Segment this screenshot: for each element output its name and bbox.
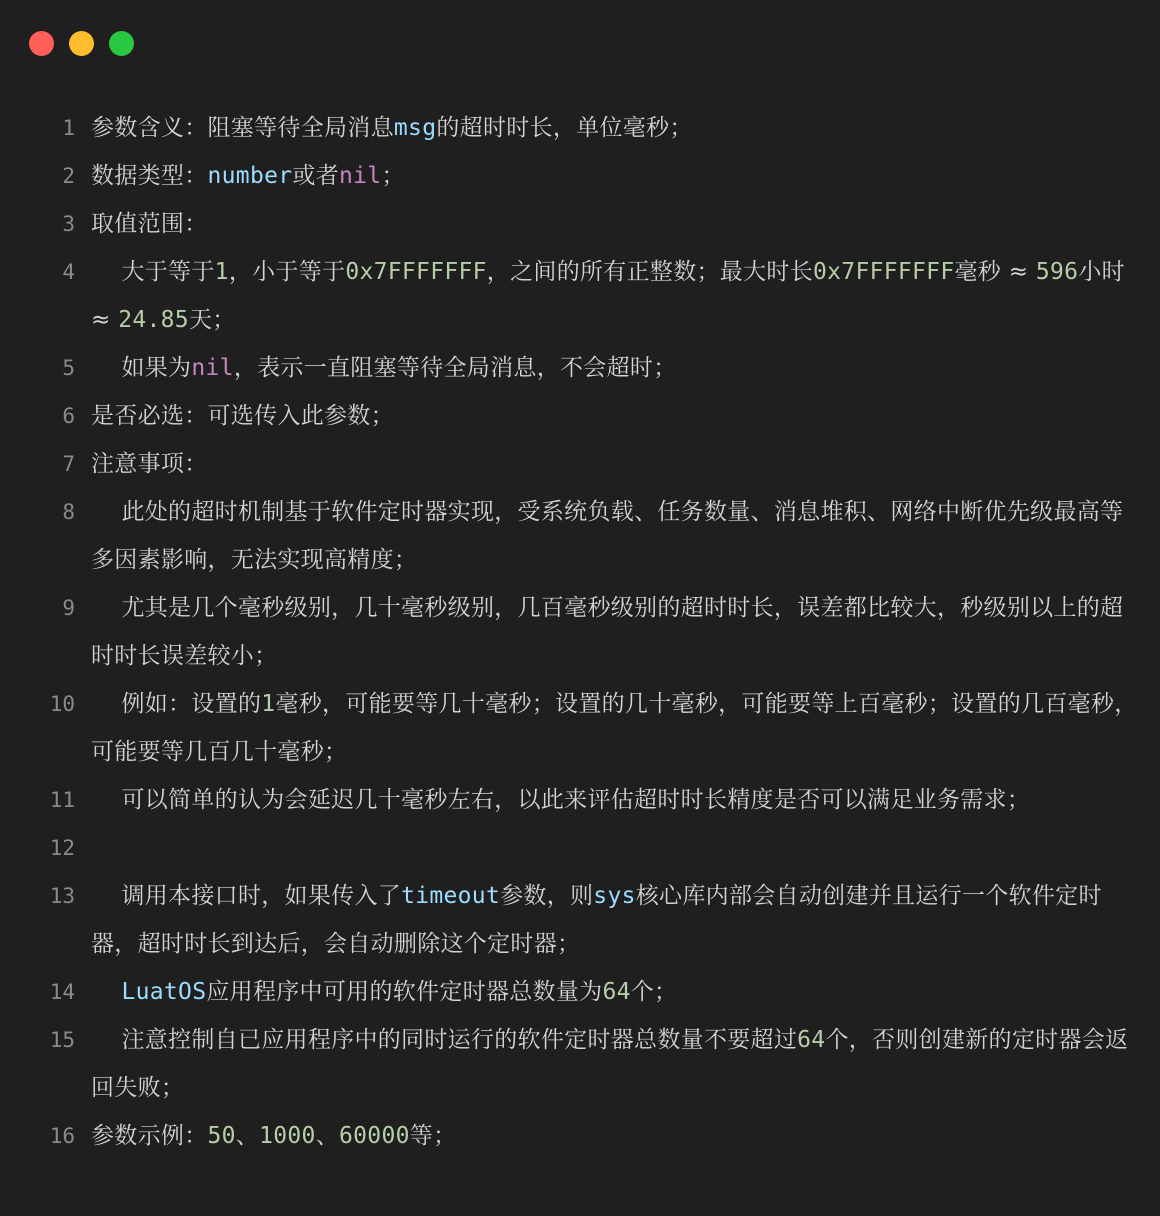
text-token: 个，否则创建新的定时器会返回失败；: [91, 1027, 1129, 1101]
line-number: 4: [62, 260, 75, 284]
code-line: [0, 152, 1160, 200]
text-token: ，之间的所有正整数；最大时长: [486, 259, 813, 285]
line-content: [76, 344, 1160, 392]
keyword-token: timeout: [401, 883, 501, 909]
line-number: 1: [62, 116, 75, 140]
code-line: [0, 392, 1160, 440]
keyword-token: sys: [593, 883, 636, 909]
line-number: 7: [62, 452, 75, 476]
text-token: 等；: [409, 1123, 457, 1149]
line-number: 2: [62, 164, 75, 188]
line-number: 8: [62, 500, 75, 524]
text-token: 可以简单的认为会延迟几十毫秒左右，以此来评估超时时长精度是否可以满足业务需求；: [91, 787, 1031, 813]
nil-token: nil: [339, 163, 382, 189]
text-token: 毫秒，可能要等几十毫秒；设置的几十毫秒，可能要等上百毫秒；设置的几百毫秒，可能要等几百几十毫秒；: [91, 691, 1138, 765]
number-token: 596: [1035, 259, 1079, 285]
text-token: 参数，则: [500, 883, 594, 909]
text-token: 如果为: [91, 355, 192, 381]
line-number: 9: [62, 596, 75, 620]
number-token: 1: [214, 259, 229, 285]
line-content: [76, 584, 1160, 680]
code-line: [0, 584, 1160, 680]
text-token: 天；: [188, 307, 236, 333]
text-token: 小时 ≈: [91, 259, 1133, 333]
line-content: [76, 104, 1160, 152]
text-token: 或者: [292, 163, 339, 189]
line-number: 14: [49, 980, 75, 1004]
text-token: 此处的超时机制基于软件定时器实现，受系统负载、任务数量、消息堆积、网络中断优先级最高等多因素影响，无法实现高精度；: [91, 499, 1124, 573]
line-content: [76, 776, 1160, 824]
text-token: 个；: [630, 979, 678, 1005]
text-token: 注意事项：: [91, 451, 208, 477]
number-token: 0x7FFFFFFF: [813, 259, 955, 285]
text-token: 的超时时长，单位毫秒；: [436, 115, 693, 141]
text-token: 核心库内部会自动创建并且运行一个软件定时器，超时时长到达后，会自动删除这个定时器；: [91, 883, 1102, 957]
text-token: 参数含义：阻塞等待全局消息: [91, 115, 394, 141]
number-token: 64: [602, 979, 631, 1005]
text-token: 数据类型：: [91, 163, 208, 189]
code-line: [0, 968, 1160, 1016]
code-line: [0, 200, 1160, 248]
line-content: [76, 488, 1160, 584]
text-token: 例如：设置的: [91, 691, 262, 717]
window-controls: [29, 31, 134, 56]
number-token: 1000: [259, 1123, 316, 1149]
code-line: [0, 344, 1160, 392]
maximize-button[interactable]: [109, 31, 134, 56]
line-content: [76, 1016, 1160, 1112]
keyword-token: number: [207, 163, 293, 189]
line-number: 5: [62, 356, 75, 380]
line-number: 13: [49, 884, 75, 908]
code-line: [0, 872, 1160, 968]
line-content: [76, 1112, 1160, 1160]
text-token: 、: [235, 1123, 260, 1149]
text-token: 调用本接口时，如果传入了: [91, 883, 402, 909]
text-token: [91, 979, 121, 1005]
line-content: [76, 872, 1160, 968]
code-line: [0, 440, 1160, 488]
number-token: 50: [207, 1123, 236, 1149]
keyword-token: msg: [393, 115, 437, 141]
number-token: 24.85: [118, 307, 189, 333]
line-content: [76, 200, 1160, 248]
text-token: ，表示一直阻塞等待全局消息，不会超时；: [233, 355, 677, 381]
text-token: ，小于等于: [228, 259, 346, 285]
line-number: 15: [49, 1028, 75, 1052]
line-number: 16: [49, 1124, 75, 1148]
text-token: 参数示例：: [91, 1123, 208, 1149]
line-content: [76, 968, 1160, 1016]
text-token: 尤其是几个毫秒级别，几十毫秒级别，几百毫秒级别的超时时长，误差都比较大，秒级别以上的超时时长误差较小；: [91, 595, 1124, 669]
line-content: [76, 680, 1160, 776]
text-token: 取值范围：: [91, 211, 208, 237]
line-number: 11: [49, 788, 75, 812]
code-block: [0, 104, 1160, 1160]
keyword-token: LuatOS: [121, 979, 207, 1005]
line-number: 6: [62, 404, 75, 428]
line-number: 10: [49, 692, 75, 716]
line-number: 12: [49, 836, 75, 860]
line-content: [76, 392, 1160, 440]
code-line: [0, 248, 1160, 344]
code-line: [0, 824, 1160, 872]
line-content: [76, 248, 1160, 344]
line-content: [76, 152, 1160, 200]
code-line: [0, 1112, 1160, 1160]
close-button[interactable]: [29, 31, 54, 56]
text-token: 应用程序中可用的软件定时器总数量为: [206, 979, 603, 1005]
code-line: [0, 488, 1160, 584]
text-token: 、: [315, 1123, 340, 1149]
minimize-button[interactable]: [69, 31, 94, 56]
text-token: 注意控制自已应用程序中的同时运行的软件定时器总数量不要超过: [91, 1027, 798, 1053]
code-line: [0, 1016, 1160, 1112]
line-number: 3: [62, 212, 75, 236]
line-content: [76, 440, 1160, 488]
number-token: 60000: [339, 1123, 410, 1149]
code-line: [0, 680, 1160, 776]
code-line: [0, 776, 1160, 824]
text-token: 大于等于: [91, 259, 215, 285]
number-token: 0x7FFFFFFF: [345, 259, 487, 285]
number-token: 1: [261, 691, 276, 717]
code-line: [0, 104, 1160, 152]
text-token: ；: [381, 163, 405, 189]
text-token: 毫秒 ≈: [954, 259, 1036, 285]
number-token: 64: [797, 1027, 826, 1053]
text-token: 是否必选：可选传入此参数；: [91, 403, 394, 429]
nil-token: nil: [191, 355, 234, 381]
